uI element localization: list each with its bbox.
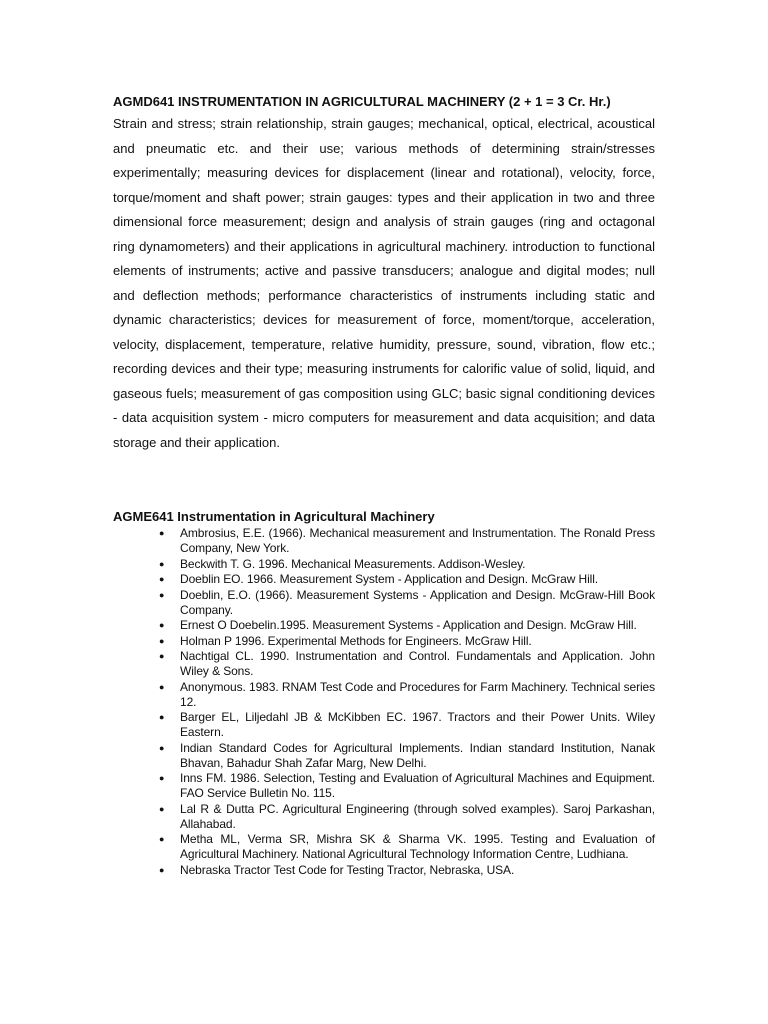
reference-item [159,862,655,878]
reference-text: Ernest O Doebelin.1995. Measurement Systems - Application and Design. McGraw Hill. [180,618,637,632]
bullet-icon: ● [159,773,165,783]
bullet-icon: ● [159,681,165,692]
bullet-icon: ● [159,528,165,538]
bullet-icon: ● [159,712,165,722]
reference-text: Nachtigal CL. 1990. Instrumentation and Control. Fundamentals and Application. John Wiley & Sons. [180,649,655,678]
reference-list [113,526,655,878]
reference-text: Indian Standard Codes for Agricultural Implements. Indian standard Institution, Nanak Bhavan, Bahadur Shah Zafar Marg, New Delhi. [180,740,655,770]
bullet-icon: ● [159,589,165,600]
reference-text: Barger EL, Liljedahl JB & McKibben EC. 1967. Tractors and their Power Units. Wiley Eastern. [180,710,655,739]
course-description-text: Strain and stress; strain relationship, strain gauges; mechanical, optical, electrical, acoustical and pneumatic etc. and their use; various methods of determining strain/stresses experimentally; measuring devices for displacement (linear and rotational), velocity, force, torque/moment and shaft power; strain gauges: types and their application in two and three dimensional force measurement; design and analysis of strain gauges (ring and octagonal ring dynamometers) and their applications in agricultural machinery. introduction to functional elements of instruments; active and passive transducers; analogue and digital modes; null and deflection methods; performance characteristics of instruments including static and dynamic characteristics; devices for measurement of force, moment/torque, acceleration, velocity, displacement, temperature, relative humidity, pressure, sound, vibration, flow etc.; recording devices and their type; measuring instruments for calorific value of solid, liquid, and gaseous fuels; measurement of gas composition using GLC; basic signal conditioning devices - data acquisition system - micro computers for measurement and data acquisition; and data storage and their application. [113,116,655,450]
course-description-section [113,92,655,455]
reference-text: Lal R & Dutta PC. Agricultural Engineering (through solved examples). Saroj Parkashan, Allahabad. [180,801,655,831]
bullet-icon: ● [159,864,165,875]
bullet-icon: ● [159,803,165,814]
bullet-icon: ● [159,651,165,661]
reference-item [159,587,655,618]
reference-text: Ambrosius, E.E. (1966). Mechanical measurement and Instrumentation. The Ronald Press Company, New York. [180,526,655,555]
reference-item [159,679,655,710]
references-section [113,508,655,878]
bullet-icon: ● [159,635,165,646]
reference-item [159,710,655,740]
reference-item [159,526,655,556]
reference-text: Holman P 1996. Experimental Methods for Engineers. McGraw Hill. [180,633,532,648]
reference-text: Doeblin EO. 1966. Measurement System - Application and Design. McGraw Hill. [180,572,599,586]
reference-text: Nebraska Tractor Test Code for Testing Tractor, Nebraska, USA. [180,862,515,877]
reference-text: Anonymous. 1983. RNAM Test Code and Procedures for Farm Machinery. Technical series 12. [180,679,655,709]
reference-item [159,649,655,679]
reference-text: Beckwith T. G. 1996. Mechanical Measurements. Addison-Wesley. [180,556,526,571]
bullet-icon: ● [159,742,165,753]
reference-item [159,556,655,572]
reference-item [159,801,655,832]
bullet-icon: ● [159,620,165,630]
reference-text: Inns FM. 1986. Selection, Testing and Evaluation of Agricultural Machines and Equipment. FAO Service Bulletin No. 115. [180,771,655,800]
reference-text: Doeblin, E.O. (1966). Measurement Systems - Application and Design. McGraw-Hill Book Company. [180,587,655,617]
reference-item [159,572,655,587]
reference-text: Metha ML, Verma SR, Mishra SK & Sharma VK. 1995. Testing and Evaluation of Agricultural Machinery. National Agricultural Technology Information Centre, Ludhiana. [180,832,655,861]
bullet-icon: ● [159,574,165,584]
reference-item [159,633,655,649]
reference-item [159,832,655,862]
reference-item [159,771,655,801]
course-title-agme641: AGME641 Instrumentation in Agricultural Machinery [113,509,435,524]
reference-item [159,740,655,771]
reference-item [159,618,655,633]
bullet-icon: ● [159,834,165,844]
bullet-icon: ● [159,558,165,569]
course-title-agmd641: AGMD641 INSTRUMENTATION IN AGRICULTURAL MACHINERY (2 + 1 = 3 Cr. Hr.) [113,94,611,109]
